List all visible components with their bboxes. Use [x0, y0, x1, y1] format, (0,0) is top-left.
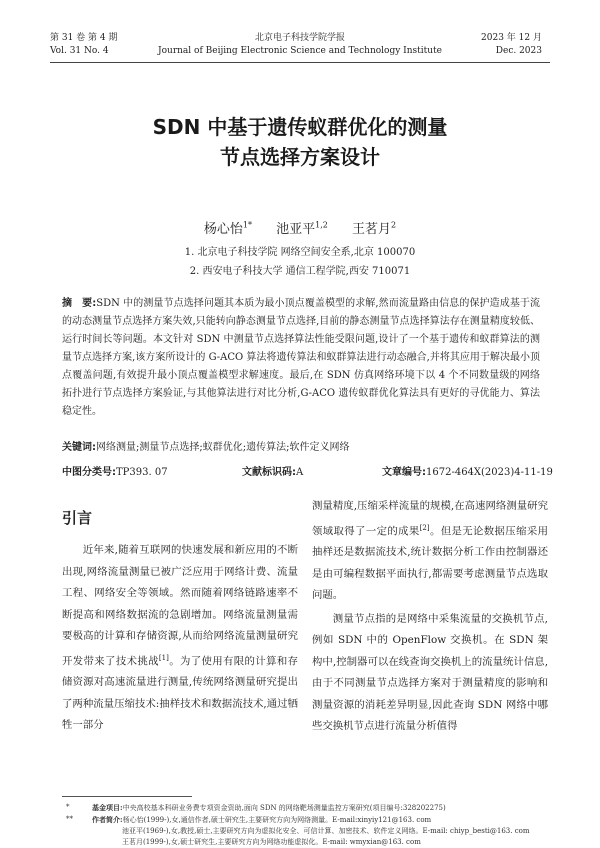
title-line-2: 节点选择方案设计: [220, 145, 380, 169]
citation: [1]: [158, 653, 169, 662]
affiliation-2: 2. 西安电子科技大学 通信工程学院,西安 710071: [189, 266, 411, 277]
paragraph: 测量精度,压缩采样流量的规模,在高速网络测量研究领域取得了一定的成果[2]。但是无论数据压缩采用抽样还是数据流技术,统计数据分析工作由控制器还是由可编程数据平面执行,都需要考虑测量节点选取问题。: [312, 500, 548, 602]
footnote-authors: ** 作者简介:杨心怡(1999-),女,通信作者,硕士研究生,主要研究方向为网络测量。E-mail:xinyiy121@163. com: [66, 815, 432, 824]
issue-cn: 第 31 卷 第 4 期: [50, 33, 118, 43]
citation: [2]: [419, 523, 430, 532]
author-list: [0, 218, 600, 237]
journal-en: Journal of Beijing Electronic Science and Technology Institute: [158, 46, 442, 56]
document-code: 文献标识码:A: [242, 467, 304, 478]
abstract-label: 摘 要:: [62, 298, 97, 309]
date-en: Dec. 2023: [495, 46, 542, 56]
body-column-left: [62, 540, 298, 737]
abstract-text: SDN 中的测量节点选择问题其本质为最小顶点覆盖模型的求解,然而流量路由信息的保护造成基于流的动态测量节点选择方案失效,只能转向静态测量节点选择,目前的静态测量节点选择算法存在测量精度较低、运行时间长等问题。本文针对 SDN 中测量节点选择算法性能受限问题,设计了一个基于遗传和蚁群算法的测量节点选择方案,该方案所设计的 G-ACO 算法将遗传算法和蚁群算法进行动态融合,并将其应用于解决最小顶点覆盖问题,有效提升最小顶点覆盖模型求解速度。最后,在 SDN 仿真网络环境下以 4 个不同数量级的网络拓扑进行节点选择方案验证,与其他算法进行对比分析,G-ACO 遗传蚁群优化算法具有更好的寻优能力、算法稳定性。: [62, 298, 541, 417]
paragraph: 测量节点指的是网络中采集流量的交换机节点,例如 SDN 中的 OpenFlow 交换机。在 SDN 架构中,控制器可以在线查询交换机上的流量统计信息,由于不同测量节点选择方案对于测量精度的影响和测量资源的消耗差异明显,因此查询 SDN 网络中哪些交换机节点进行流量分析值得: [312, 612, 548, 733]
date-cn: 2023 年 12 月: [481, 33, 542, 43]
section-heading: 引言: [62, 509, 93, 527]
issue-en: Vol. 31 No. 4: [50, 46, 109, 56]
article-number: 文章编号:1672-464X(2023)4-11-19: [382, 467, 553, 478]
abstract: [62, 295, 540, 421]
author: 池亚平$^{1,2}$: [276, 220, 328, 237]
footnotes: [62, 802, 548, 848]
journal-cn: 北京电子科技学院学报: [254, 33, 345, 43]
keywords-label: 关键词:: [62, 442, 96, 453]
affiliation-1: 1. 北京电子科技学院 网络空间安全系,北京 100070: [184, 247, 416, 258]
footnote-author-3: 王茗月(1999-),女,硕士研究生,主要研究方向为网络功能虚拟化。E-mail: wmyxian@163. com: [122, 838, 421, 846]
footnote-rule: [62, 796, 192, 797]
author: 王茗月$^2$: [352, 220, 397, 237]
running-header-date: [481, 32, 542, 58]
footnote-author-2: 池亚平(1969-),女,教授,硕士,主要研究方向为虚拟化安全、可信计算、加密技术、软件定义网络。E-mail: chiyp_besti@163. com: [122, 827, 530, 835]
header-rule: [50, 62, 550, 63]
paper-title: [0, 112, 600, 172]
clc-number: 中图分类号:TP393. 07: [62, 467, 168, 478]
body-column-right: [312, 496, 548, 738]
keywords: [62, 440, 540, 456]
title-line-1: SDN 中基于遗传蚁群优化的测量: [152, 115, 448, 139]
paragraph: 近年来,随着互联网的快速发展和新应用的不断出现,网络流量测量已被广泛应用于网络计费、流量工程、网络安全等领域。然而随着网络链路速率不断提高和网络数据流的急剧增加。网络流量测量需要极高的计算和存储资源,从而给网络流量测量研究开发带来了技术挑战[1]。为了使用有限的计算和存储资源对高速流量进行测量,传统网络测量研究提出了两种流量压缩技术:抽样技术和数据流技术,通过牺牲一部分: [62, 544, 298, 732]
keywords-text: 网络测量;测量节点选择;蚁群优化;遗传算法;软件定义网络: [96, 442, 350, 453]
author: 杨心怡$^{1*}$: [203, 220, 252, 237]
footnote-fund: * 基金项目:中央高校基本科研业务费专项资金资助,面向 SDN 的网络靶场测量监控方案研究(项目编号:328202275): [66, 803, 446, 812]
